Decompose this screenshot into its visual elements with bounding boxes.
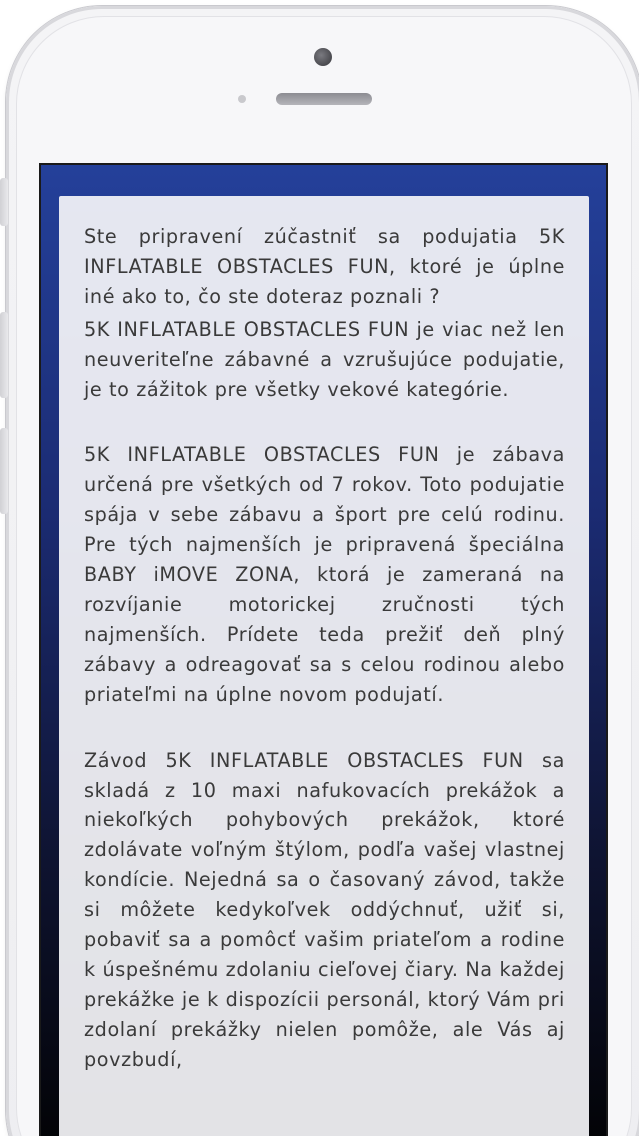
article-text bbox=[84, 222, 565, 1075]
paragraph-race-description: Závod 5K INFLATABLE OBSTACLES FUN sa skladá z 10 maxi nafukovacích prekážok a niekoľkých pohybových prekážok, ktoré zdolávate voľným štýlom, podľa vašej vlastnej kondície. Nejedná sa o časovaný závod, takže si môžete kedykoľvek oddýchnuť, užiť si, pobaviť sa a pomôcť vašim priateľom a rodine k úspešnému zdolaniu cieľovej čiary. Na každej prekážke je k dispozícii personál, ktorý Vám pri zdolaní prekážky nielen pomôže, ale Vás aj povzbudí, bbox=[84, 748, 565, 1071]
volume-up-button bbox=[0, 312, 8, 398]
proximity-sensor-icon bbox=[238, 95, 246, 103]
paragraph-intro-question: Ste pripravení zúčastniť sa podujatia 5K INFLATABLE OBSTACLES FUN, ktoré je úplne iné ako to, čo ste doteraz poznali ? bbox=[84, 225, 565, 308]
paragraph-intro-description: 5K INFLATABLE OBSTACLES FUN je viac než len neuveriteľne zábavné a vzrušujúce podujatie, je to zážitok pre všetky vekové kategórie. bbox=[84, 317, 565, 401]
front-camera-icon bbox=[314, 48, 332, 66]
mute-switch bbox=[0, 178, 8, 226]
earpiece-speaker-icon bbox=[276, 93, 372, 105]
paragraph-audience: 5K INFLATABLE OBSTACLES FUN je zábava určená pre všetkých od 7 rokov. Toto podujatie spája v sebe zábavu a šport pre celú rodinu. Pre tých najmenších je pripravená špeciálna BABY iMOVE ZONA, ktorá je zameraná na rozvíjanie motorickej zručnosti tých najmenších. Prídete teda prežiť deň plný zábavy a odreagovať sa s celou rodinou alebo priateľmi na úplne novom podujatí. bbox=[84, 443, 565, 706]
volume-down-button bbox=[0, 428, 8, 514]
